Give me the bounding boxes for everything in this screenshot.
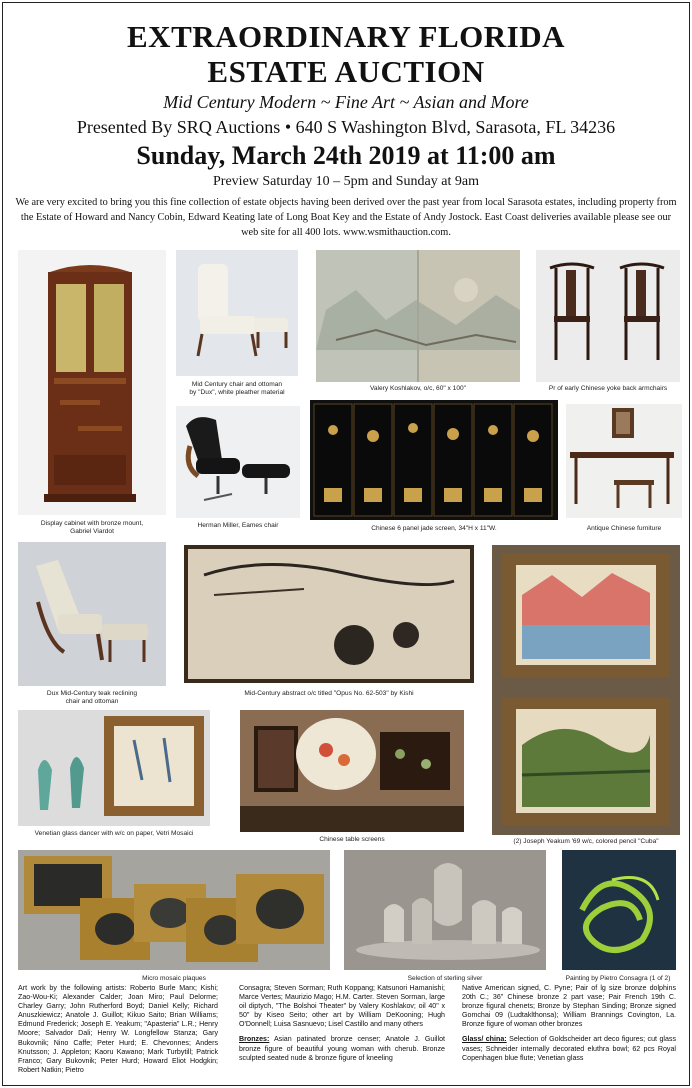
- caption-jade-screen: Chinese 6 panel jade screen, 34"H x 11"W.: [371, 525, 497, 532]
- auction-date: Sunday, March 24th 2019 at 11:00 am: [136, 141, 556, 170]
- bronzes-paragraph: [239, 1035, 445, 1062]
- caption-display-cabinet: Display cabinet with bronze mount,: [40, 520, 144, 527]
- caption-yoke-chairs: Pr of early Chinese yoke back armchairs: [548, 385, 668, 392]
- presented-by: Presented By SRQ Auctions • 640 S Washington Blvd, Sarasota, FL 34236: [76, 117, 616, 137]
- middle-column: [239, 984, 445, 1086]
- antique-furniture-photo: [566, 404, 682, 518]
- caption-dux-chair: Mid Century chair and ottoman: [191, 381, 283, 388]
- artists-continued-text: Consagra; Steven Sorman; Ruth Koppang; Katsunori Hamanishi; Marce Vertes; Maurizio Mago; H.M. Carter. Steven Sorman, large oil diptych, "The Bolshoi Theater" by Valery Koshlakov; oil 40" x 50" by Kiseo Seito; other art by William DeKooning; Hugh O'Donnell; Luisa Sasnuevo; Lisel Castillo and many others: [239, 984, 445, 1029]
- right-column: [462, 984, 676, 1086]
- glass-china-text: Selection of Goldscheider art deco figures; cut glass vases; Schneider internally decorated eluthra bowl; 62 pcs Royal Copenhagen blue flute; Venetian glass: [462, 1035, 676, 1062]
- caption-dux-teak: Dux Mid-Century teak reclining: [46, 690, 138, 697]
- title-line-2: ESTATE AUCTION: [207, 54, 485, 89]
- bronzes-label: Bronzes:: [239, 1035, 270, 1044]
- table-screens-photo: [240, 710, 464, 832]
- caption-kishi: Mid-Century abstract o/c titled "Opus No. 62-503" by Kishi: [244, 690, 414, 697]
- eames-chair-photo: [176, 406, 300, 518]
- glass-china-paragraph: [462, 1035, 676, 1062]
- consagra-painting-photo: [562, 850, 676, 970]
- caption-dux-chair-2: by "Dux", white pleather material: [189, 389, 285, 396]
- caption-consagra: Painting by Pietro Consagra (1 of 2): [565, 975, 671, 982]
- caption-venetian: Venetian glass dancer with w/c on paper, Vetri Mosaici: [34, 830, 194, 837]
- caption-dux-teak-2: chair and ottoman: [65, 698, 119, 705]
- caption-silver: Selection of sterling silver: [407, 975, 483, 982]
- koshlakov-painting-photo: [316, 250, 520, 382]
- bronzes-continued-text: Native American signed, C. Pyne; Pair of lg size bronze dolphins 20th C.; 36" Chinese bronze 2 part vase; Pair French 19th C. bronze figural chenets; Bronze by Stephan Sinding; Bronze signed Gomchai 09 (Ludtaklthonsa); William Brannings Covington, La. Bronze figure of woman other bronzes: [462, 984, 676, 1029]
- yeakum-works-photo: [492, 545, 680, 835]
- bronzes-text: Asian patinated bronze censer; Anatole J. Guillot bronze figure of beautiful young woman with cherub. Bronze sculpted seated nude & bronze figure of kneeling: [239, 1035, 445, 1062]
- sterling-silver-photo: [344, 850, 546, 970]
- yoke-chairs-photo: [536, 250, 680, 382]
- venetian-glass-photo: [18, 710, 210, 826]
- jade-screen-photo: [310, 400, 558, 520]
- caption-eames: Herman Miller, Eames chair: [197, 522, 279, 529]
- glass-china-label: Glass/ china:: [462, 1035, 507, 1044]
- dux-chair-photo: [176, 250, 298, 376]
- caption-antique-furniture: Antique Chinese furniture: [586, 525, 662, 532]
- kishi-abstract-photo: [184, 545, 474, 683]
- title-line-1: EXTRAORDINARY FLORIDA: [127, 19, 565, 54]
- caption-table-screens: Chinese table screens: [319, 836, 385, 843]
- artists-text: Art work by the following artists: Roberto Burle Marx; Kishi; Zao-Wou-Ki; Alexander Calder; Joan Miro; Paul Delorme; Charley Garry; John Rutherford Boyd; Daniel Kelly; Richard Anuszkiewicz; Anatole J. Guillot; Kikuo Saito; Brian Williams; Edmund Frederick; Joseph E. Yeakum; "Apasteria" L.R.; Henry Moore; Salvador Dali; Henry W. Longfellow Stanza; Gary Bukovnik; Nino Caffe; Peter Hurd; E. Chevonnes; Anders Knutsson; J. Appleton; Kaoru Kawano; Mark Turbytill; Patrick Franco; Gary Bukovnik; Peter Hurd; Howard Eliot Hodgkin; Robert Natkin; Pietro: [18, 984, 218, 1074]
- caption-micro-mosaic: Micro mosaic plaques: [142, 975, 206, 982]
- caption-yeakum: (2) Joseph Yeakum '69 w/c, colored pencil "Cuba": [513, 838, 659, 845]
- display-cabinet-photo: [18, 250, 166, 515]
- intro-paragraph: We are very excited to bring you this fine collection of estate objects having been derived over the past year from local Sarasota estates, including property from the Estate of Howard and Nancy Cobin, Edward Keating late of Long Boat Key and the Estate of Andy Jostock. East Coast deliveries available please see our web site for all 400 lots. www.wsmithauction.com.: [15, 197, 677, 238]
- artists-column: [18, 984, 218, 1086]
- preview-times: Preview Saturday 10 – 5pm and Sunday at 9am: [213, 174, 479, 189]
- caption-display-cabinet-2: Gabriel Viardot: [70, 528, 114, 535]
- subtitle: Mid Century Modern ~ Fine Art ~ Asian and More: [163, 92, 529, 112]
- caption-koshlakov: Valery Koshlakov, o/c, 60" x 100": [369, 385, 467, 392]
- micro-mosaic-photo: [18, 850, 330, 970]
- dux-teak-photo: [18, 542, 166, 686]
